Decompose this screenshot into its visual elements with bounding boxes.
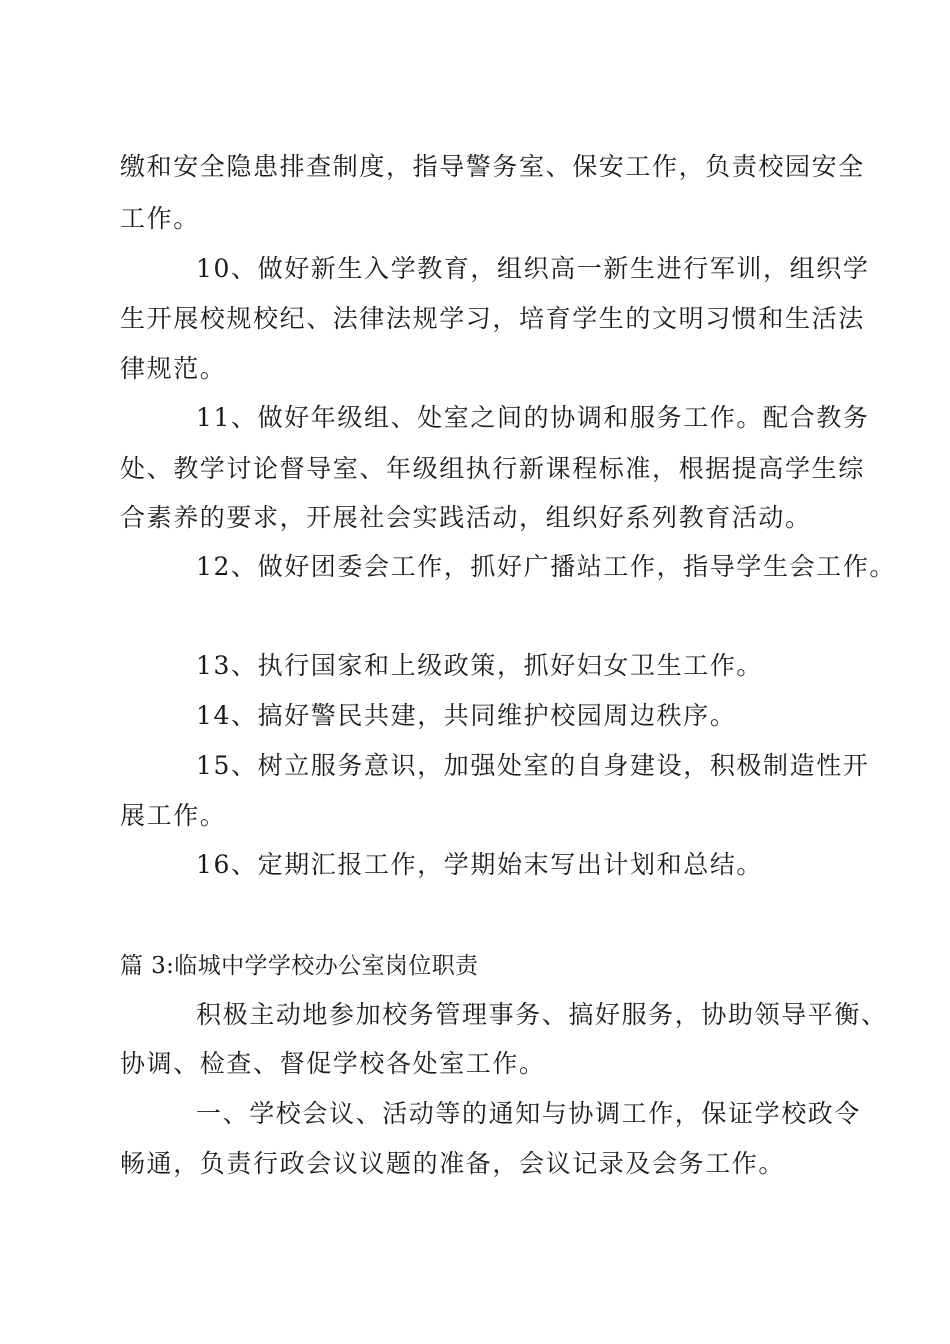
paragraph-line: 一、学校会议、活动等的通知与协调工作，保证学校政令 bbox=[196, 1099, 862, 1128]
paragraph-line: 14、搞好警民共建，共同维护校园周边秩序。 bbox=[196, 701, 737, 730]
paragraph-line: 展工作。 bbox=[120, 801, 227, 830]
paragraph-line: 10、做好新生入学教育，组织高一新生进行军训，组织学 bbox=[196, 254, 870, 283]
paragraph-line: 律规范。 bbox=[120, 354, 227, 383]
paragraph-line: 15、树立服务意识，加强处室的自身建设，积极制造性开 bbox=[196, 751, 870, 780]
paragraph-line: 13、执行国家和上级政策，抓好妇女卫生工作。 bbox=[196, 651, 764, 680]
paragraph-line: 合素养的要求，开展社会实践活动，组织好系列教育活动。 bbox=[120, 503, 812, 532]
paragraph-line: 畅通，负责行政会议议题的准备，会议记录及会务工作。 bbox=[120, 1149, 786, 1178]
paragraph-line: 工作。 bbox=[120, 204, 200, 233]
paragraph-line: 处、教学讨论督导室、年级组执行新课程标准，根据提高学生综 bbox=[120, 454, 865, 483]
paragraph-line: 12、做好团委会工作，抓好广播站工作，指导学生会工作。 bbox=[196, 552, 897, 581]
paragraph-line: 积极主动地参加校务管理事务、搞好服务，协助领导平衡、 bbox=[196, 1000, 888, 1029]
paragraph-line: 11、做好年级组、处室之间的协调和服务工作。配合教务 bbox=[196, 403, 870, 432]
paragraph-line: 16、定期汇报工作，学期始末写出计划和总结。 bbox=[196, 850, 764, 879]
paragraph-line: 协调、检查、督促学校各处室工作。 bbox=[120, 1049, 546, 1078]
paragraph-line: 缴和安全隐患排查制度，指导警务室、保安工作，负责校园安全 bbox=[120, 152, 865, 181]
paragraph-line: 生开展校规校纪、法律法规学习，培育学生的文明习惯和生活法 bbox=[120, 304, 865, 333]
section-heading: 篇 3:临城中学学校办公室岗位职责 bbox=[120, 953, 479, 979]
